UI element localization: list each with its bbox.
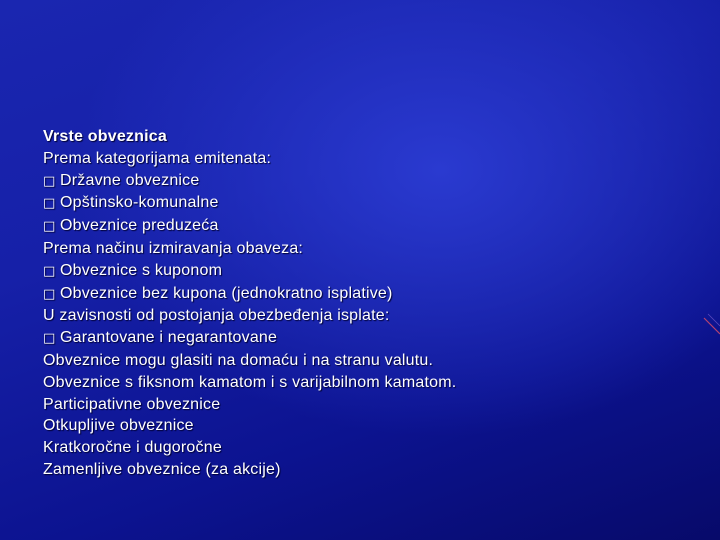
bullet-icon: □ [43, 196, 56, 212]
section-heading: U zavisnosti od postojanja obezbeđenja isplate: [43, 307, 390, 325]
bullet-icon: □ [43, 331, 56, 347]
text-line: Zamenljive obveznice (za akcije) [43, 460, 281, 478]
section-heading: Prema kategorijama emitenata: [43, 149, 272, 167]
section-heading: Prema načinu izmiravanja obaveza: [43, 239, 304, 257]
bullet-item: □ Obveznice preduzeća [43, 215, 683, 238]
text-line: Kratkoročne i dugoročne [43, 439, 222, 457]
bullet-item: □ Državne obveznice [43, 170, 683, 193]
text-line: Otkupljive obveznice [43, 417, 194, 435]
text-line: Participativne obveznice [43, 395, 221, 413]
bullet-item: □ Opštinsko-komunalne [43, 192, 683, 215]
text-line: Obveznice s fiksnom kamatom i s varijabilnom kamatom. [43, 373, 457, 391]
bullet-icon: □ [43, 286, 56, 302]
slide-text-block [43, 126, 683, 481]
slide-title: Vrste obveznica [43, 128, 167, 145]
bullet-item: □ Obveznice bez kupona (jednokratno isplative) [43, 283, 683, 306]
bullet-item: □ Garantovane i negarantovane [43, 327, 683, 350]
bullet-icon: □ [43, 263, 56, 279]
text-line: Obveznice mogu glasiti na domaću i na stranu valutu. [43, 351, 434, 369]
bullet-icon: □ [43, 219, 56, 235]
bullet-icon: □ [43, 173, 56, 189]
bullet-item: □ Obveznice s kuponom [43, 260, 683, 283]
